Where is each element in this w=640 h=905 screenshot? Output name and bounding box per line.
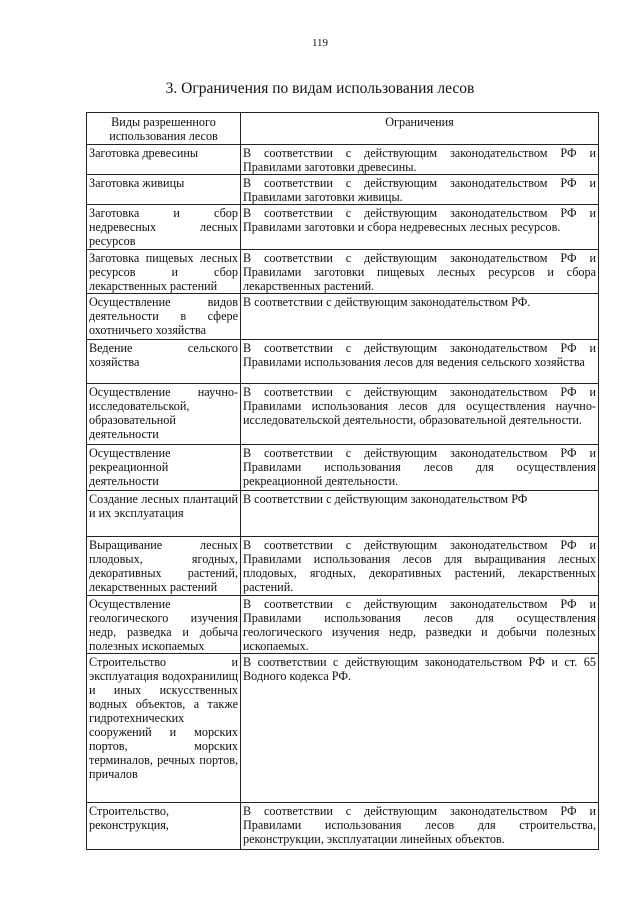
table-header-row <box>87 113 599 145</box>
use-type-cell: Создание лесных плантаций и их эксплуатация <box>87 491 241 537</box>
section-title: 3. Ограничения по видам использования лесов <box>165 80 475 97</box>
header-forest-use-type: Виды разрешенного использования лесов <box>87 113 241 145</box>
restriction-cell: В соответствии с действующим законодательством РФ. <box>241 294 599 340</box>
table-row <box>87 294 599 340</box>
use-type-cell: Строительство и эксплуатация водохранилищ и иных искусственных водных объектов, а также гидротехнических сооружений и морских портов, морских терминалов, речных портов, причалов <box>87 654 241 803</box>
restriction-cell: В соответствии с действующим законодательством РФ и Правилами использования лесов для строительства, реконструкции, эксплуатации линейных объектов. <box>241 803 599 850</box>
use-type-cell: Строительство, реконструкция, <box>87 803 241 850</box>
table-row <box>87 175 599 205</box>
restriction-cell: В соответствии с действующим законодательством РФ и Правилами использования лесов для осуществления геологического изучения недр, разведки и добычи полезных ископаемых. <box>241 596 599 654</box>
table-row <box>87 145 599 175</box>
table-row <box>87 491 599 537</box>
restriction-cell: В соответствии с действующим законодательством РФ и Правилами использования лесов для осуществления научно-исследовательской деятельности, образовательной деятельности. <box>241 384 599 445</box>
use-type-cell: Осуществление научно-исследовательской, образовательной деятельности <box>87 384 241 445</box>
use-type-cell: Заготовка древесины <box>87 145 241 175</box>
header-restrictions: Ограничения <box>241 113 599 145</box>
table-row <box>87 803 599 850</box>
restriction-cell: В соответствии с действующим законодательством РФ и Правилами использования лесов для выращивания лесных плодовых, ягодных, декоративных растений, лекарственных растений. <box>241 537 599 596</box>
use-type-cell: Заготовка пищевых лесных ресурсов и сбор лекарственных растений <box>87 250 241 294</box>
table-row <box>87 384 599 445</box>
table-row <box>87 445 599 491</box>
use-type-cell: Заготовка живицы <box>87 175 241 205</box>
table-row <box>87 537 599 596</box>
use-type-cell: Выращивание лесных плодовых, ягодных, декоративных растений, лекарственных растений <box>87 537 241 596</box>
use-type-cell: Ведение сельского хозяйства <box>87 340 241 384</box>
restriction-cell: В соответствии с действующим законодательством РФ и Правилами использования лесов для ведения сельского хозяйства <box>241 340 599 384</box>
restriction-cell: В соответствии с действующим законодательством РФ и ст. 65 Водного кодекса РФ. <box>241 654 599 803</box>
table-row <box>87 654 599 803</box>
use-type-cell: Осуществление геологического изучения недр, разведка и добыча полезных ископаемых <box>87 596 241 654</box>
restriction-cell: В соответствии с действующим законодательством РФ и Правилами заготовки пищевых лесных ресурсов и сбора лекарственных растений. <box>241 250 599 294</box>
restriction-cell: В соответствии с действующим законодательством РФ и Правилами заготовки живицы. <box>241 175 599 205</box>
use-type-cell: Заготовка и сбор недревесных лесных ресурсов <box>87 205 241 250</box>
table-row <box>87 205 599 250</box>
page-number: 119 <box>311 37 329 49</box>
use-type-cell: Осуществление рекреационной деятельности <box>87 445 241 491</box>
restriction-cell: В соответствии с действующим законодательством РФ и Правилами использования лесов для осуществления рекреационной деятельности. <box>241 445 599 491</box>
use-type-cell: Осуществление видов деятельности в сфере охотничьего хозяйства <box>87 294 241 340</box>
restriction-cell: В соответствии с действующим законодательством РФ и Правилами заготовки древесины. <box>241 145 599 175</box>
table-row <box>87 340 599 384</box>
restriction-cell: В соответствии с действующим законодательством РФ <box>241 491 599 537</box>
restrictions-table <box>86 112 599 850</box>
table-row <box>87 250 599 294</box>
table-row <box>87 596 599 654</box>
restriction-cell: В соответствии с действующим законодательством РФ и Правилами заготовки и сбора недревесных лесных ресурсов. <box>241 205 599 250</box>
